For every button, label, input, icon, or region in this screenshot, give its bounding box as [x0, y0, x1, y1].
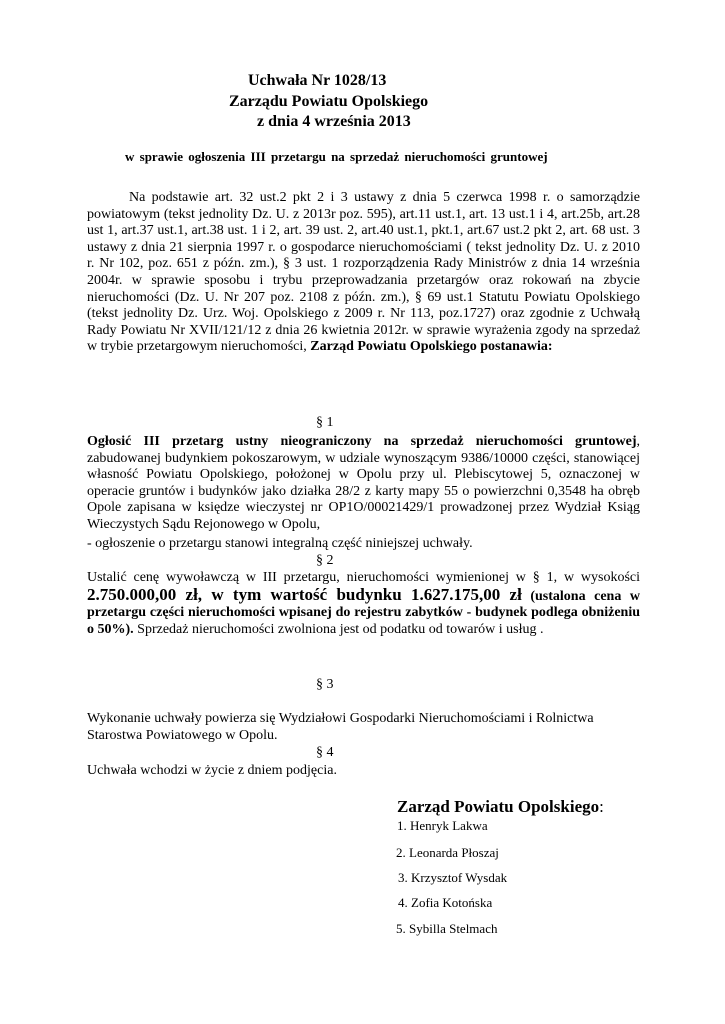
board-member-2: 2. Leonarda Płoszaj: [396, 845, 499, 860]
board-member-1: 1. Henryk Lakwa: [397, 818, 488, 833]
signatures-heading: [397, 797, 604, 817]
signatures-heading-colon: :: [599, 797, 604, 816]
section-4-text: Uchwała wchodzi w życie z dniem podjęcia.: [87, 763, 337, 778]
board-member-4: 4. Zofia Kotońska: [398, 895, 493, 910]
section-3-text-1: Wykonanie uchwały powierza się Wydziałowi Gospodarki Nieruchomościami i Rolnictwa: [87, 711, 594, 726]
preamble-paragraph: [87, 190, 640, 356]
section-2-text-a: Ustalić cenę wywoławczą w III przetargu, nieruchomości wymienionej w § 1, w wysokości: [87, 570, 640, 585]
section-1-lead: Ogłosić III przetarg ustny nieograniczony na sprzedaż nieruchomości gruntowej: [87, 434, 637, 449]
resolution-number: Uchwała Nr 1028/13: [248, 72, 387, 89]
section-2-marker: § 2: [316, 553, 334, 568]
section-1-paragraph: [87, 434, 640, 534]
price-note: (ustalona cena w przetargu części nieruchomości wpisanej do rejestru zabytków - budynek podlega obniżeniu o 50%).: [87, 588, 640, 637]
resolution-date: z dnia 4 września 2013: [257, 113, 411, 130]
preamble-closing: Zarząd Powiatu Opolskiego postanawia:: [310, 339, 553, 355]
section-4-marker: § 4: [316, 745, 334, 760]
board-name: Zarządu Powiatu Opolskiego: [229, 93, 429, 110]
preamble-text: Na podstawie art. 32 ust.2 pkt 2 i 3 ustawy z dnia 5 czerwca 1998 r. o samorządzie powiatowym (tekst jednolity Dz. U. z 2013r poz. 595), art.11 ust.1, art. 13 ust.1 i 4, art.25b, art.28 ust 1, art.37 ust.1, art.38 ust. 1 i 2, art. 39 ust. 2, art.40 ust.1, pkt.1, art.67 ust.2 pkt 2, art. 68 ust. 3 ustawy z dnia 21 sierpnia 1997 r. o gospodarce nieruchomościami ( tekst jednolity Dz. U. z 2010 r. Nr 102, poz. 651 z późn. zm.), § 3 ust. 1 rozporządzenia Rady Ministrów z dnia 14 września 2004r. w sprawie sposobu i trybu przeprowadzania przetargów oraz rokowań na zbycie nieruchomości (Dz. U. Nr 207 poz. 2108 z późn. zm.), § 69 ust.1 Statutu Powiatu Opolskiego (tekst jednolity Dz. Urz. Woj. Opolskiego z 2009 r. Nr 113, poz.1727) oraz zgodnie z Uchwałą Rady Powiatu Nr XVII/121/12 z dnia 26 kwietnia 2012r. w sprawie wyrażenia zgody na sprzedaż w trybie przetargowym nieruchomości,: [87, 190, 640, 355]
section-3-marker: § 3: [316, 677, 334, 692]
starting-price: 2.750.000,00 zł, w tym wartość budynku 1.627.175,00 zł: [87, 584, 522, 604]
section-2-text-b: Sprzedaż nieruchomości zwolniona jest od podatku od towarów i usług .: [133, 621, 544, 637]
section-1-text: , zabudowanej budynkiem pokoszarowym, w udziale wynoszącym 9386/10000 części, stanowiącej własność Powiatu Opolskiego, położonej w Opolu przy ul. Plebiscytowej 5, oznaczonej w operacie gruntów i budynków jako działka 28/2 z karty mapy 55 o powierzchni 0,3548 ha obręb Opole zapisana w księdze wieczystej nr OP1O/00021429/1 prowadzonej przez Wydział Ksiąg Wieczystych Sądu Rejonowego w Opolu,: [87, 434, 640, 532]
board-member-3: 3. Krzysztof Wysdak: [398, 870, 508, 885]
section-1-note: - ogłoszenie o przetargu stanowi integralną część niniejszej uchwały.: [87, 536, 473, 551]
section-1-marker: § 1: [316, 415, 334, 430]
signatures-heading-text: Zarząd Powiatu Opolskiego: [397, 797, 600, 816]
board-member-5: 5. Sybilla Stelmach: [396, 921, 498, 936]
resolution-subject: w sprawie ogłoszenia III przetargu na sprzedaż nieruchomości gruntowej: [125, 149, 548, 164]
section-2-paragraph: [87, 570, 640, 638]
section-3-text-2: Starostwa Powiatowego w Opolu.: [87, 728, 278, 743]
